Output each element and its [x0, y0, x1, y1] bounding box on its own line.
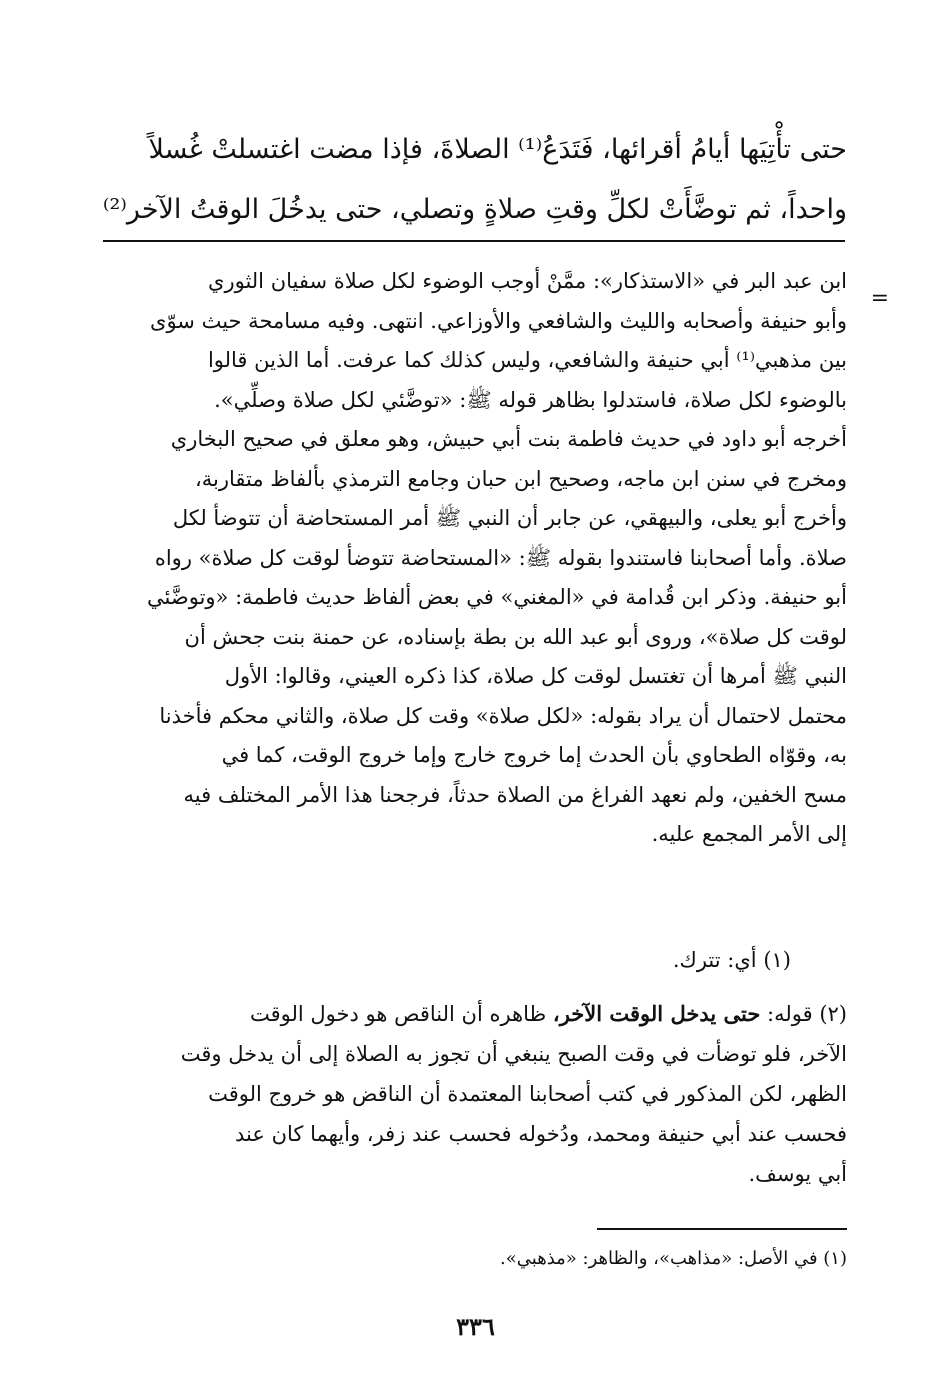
page-number: ٣٣٦: [456, 1312, 495, 1341]
footnote-line: [51, 940, 791, 980]
commentary-line: ابن عبد البر في «الاستذكار»: ممَّنْ أوجب الوضوء لكل صلاة سفيان الثوري: [208, 269, 847, 293]
commentary-line: أخرجه أبو داود في حديث فاطمة بنت أبي حبيش، وهو معلق في صحيح البخاري: [170, 427, 847, 451]
footnote-lead: قوله:: [760, 1002, 813, 1026]
commentary-line: مسح الخفين، ولم نعهد الفراغ من الصلاة حدثاً، فرجحنا هذا الأمر المختلف فيه: [183, 782, 847, 807]
footnote-line: الآخر، فلو توضأت في وقت الصبح ينبغي أن تجوز به الصلاة إلى أن يدخل وقت: [180, 1042, 847, 1066]
footnote-text: أي: تترك.: [672, 948, 757, 972]
footnote-line: فحسب عند أبي حنيفة ومحمد، ودُخوله فحسب عند زفر، وأيهما كان عند: [235, 1122, 847, 1146]
commentary-line: بين مذهبي⁽¹⁾ أبي حنيفة والشافعي، وليس كذلك كما عرفت. أما الذين قالوا: [207, 348, 847, 372]
footnote-number: (١): [763, 948, 791, 972]
main-text-line: حتى تأْتِيَها أيامُ أقرائها، فَتَدَعُ⁽¹⁾ الصلاةَ، فإذا مضت اغتسلتْ غُسلاً: [148, 134, 847, 165]
footnote-line: الظهر، لكن المذكور في كتب أصحابنا المعتمدة أن الناقض هو خروج الوقت: [208, 1082, 847, 1106]
footnote-2: [107, 994, 847, 1194]
main-text-line: واحداً، ثم توضَّأَتْ لكلِّ وقتِ صلاةٍ وتصلي، حتى يدخُلَ الوقتُ الآخر⁽²⁾: [102, 194, 847, 225]
footnote-1: [51, 940, 791, 980]
commentary-line: وأبو حنيفة وأصحابه والليث والشافعي والأوزاعي. انتهى. وفيه مسامحة حيث سوّى: [150, 308, 847, 333]
commentary-line: بالوضوء لكل صلاة، فاستدلوا بظاهر قوله ﷺ: «توضَّئي لكل صلاة وصلِّي».: [214, 387, 847, 412]
commentary-line: محتمل لاحتمال أن يراد بقوله: «لكل صلاة» وقت كل صلاة، والثاني محكم فأخذنا: [159, 703, 847, 728]
commentary-line: لوقت كل صلاة»، وروى أبو عبد الله بن بطة بإسناده، عن حمنة بنت جحش أن: [184, 624, 847, 649]
continuation-mark: =: [870, 286, 889, 311]
main-text-block: [102, 120, 847, 240]
commentary-line: ومخرج في سنن ابن ماجه، وصحيح ابن حبان وجامع الترمذي بألفاظ متقاربة،: [194, 466, 847, 491]
separator-rule: [103, 240, 845, 242]
commentary-line: النبي ﷺ أمرها أن تغتسل لوقت كل صلاة، كذا ذكره العيني، وقالوا: الأول: [224, 664, 847, 688]
footnote-separator-rule: [597, 1228, 847, 1230]
footnote-line: [107, 994, 847, 1034]
commentary-line: وأخرج أبو يعلى، والبيهقي، عن جابر أن النبي ﷺ أمر المستحاضة أن تتوضأ لكل: [172, 506, 847, 530]
edition-footnote: (١) في الأصل: «مذاهب»، والظاهر: «مذهبي».: [500, 1248, 847, 1269]
footnote-quoted-phrase: حتى يدخل الوقت الآخر،: [552, 1001, 761, 1026]
footnote-text: ظاهره أن الناقص هو دخول الوقت: [250, 1002, 553, 1026]
commentary-line: صلاة. وأما أصحابنا فاستندوا بقوله ﷺ: «المستحاضة تتوضأ لوقت كل صلاة» رواه: [154, 545, 847, 570]
commentary-line: أبو حنيفة. وذكر ابن قُدامة في «المغني» في بعض ألفاظ حديث فاطمة: «وتوضَّئي: [147, 585, 847, 609]
commentary-line: إلى الأمر المجمع عليه.: [651, 822, 847, 846]
footnote-number: (٢): [819, 1002, 847, 1026]
commentary-line: به، وقوّاه الطحاوي بأن الحدث إما خروج خارج وإما خروج الوقت، كما في: [221, 743, 847, 767]
commentary-block: [107, 262, 847, 855]
footnote-line: أبي يوسف.: [748, 1162, 847, 1186]
